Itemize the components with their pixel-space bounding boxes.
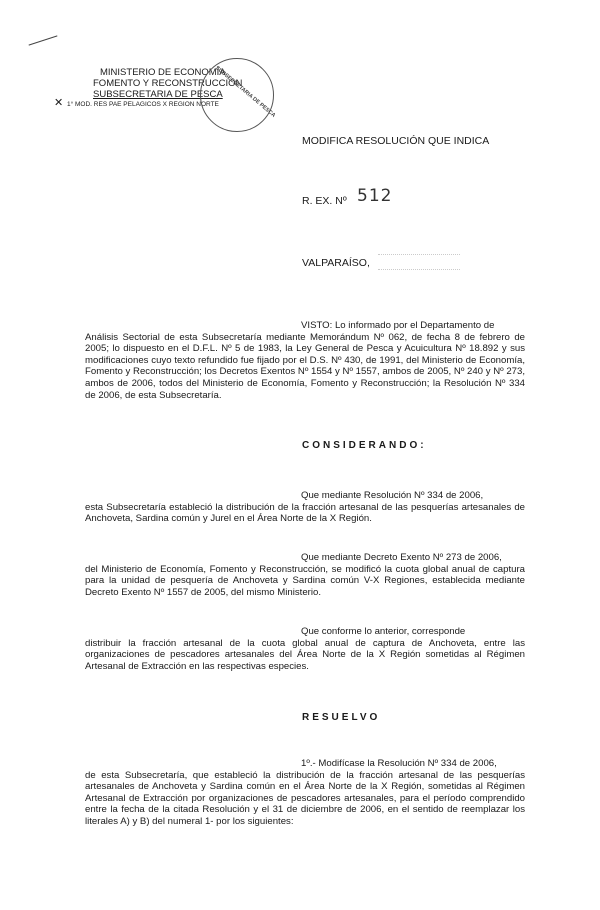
considerando-1 (85, 490, 525, 525)
considerando-2-first: Que mediante Decreto Exento Nº 273 de 2006, (301, 552, 502, 563)
ministry-name: MINISTERIO DE ECONOMÍA (100, 67, 226, 78)
considerando-3-rest: distribuir la fracción artesanal de la cuota global anual de captura de Anchoveta, entre las organizaciones de pescadores artesanales del Área Norte de la X Región sometidas al Régimen Artesanal de Extracción en las respectivas especies. (85, 637, 525, 672)
considerando-heading: CONSIDERANDO: (302, 440, 427, 451)
stamp-text: SUBSECRETARIA DE PESCA (214, 65, 277, 119)
resuelvo-1-rest: de esta Subsecretaría, que estableció la distribución de la fracción artesanal de las pesquerías artesanales de Anchoveta y Sardina común en el Área Norte de la X Región, sometidas al Régimen Artesanal de Extracción por organizaciones de pescadores artesanales, para el período comprendido entre la fecha de la citada Resolución y el 31 de diciembre de 2006, en el sentido de reemplazar los literales A) y B) del numeral 1- por los siguientes: (85, 769, 525, 827)
considerando-3 (85, 626, 525, 672)
resolution-number: 512 (357, 186, 393, 206)
date-stamp (378, 254, 460, 270)
visto-rest: Análisis Sectorial de esta Subsecretaría mediante Memorándum Nº 062, de fecha 8 de febrero de 2005; lo dispuesto en el D.F.L. Nº 5 de 1983, la Ley General de Pesca y Acuicultura Nº 18.892 y sus modificaciones cuyo texto refundido fue fijado por el D.S. Nº 430, de 1991, del Ministerio de Economía, Fomento y Reconstrucción; los Decretos Exentos Nº 1554 y Nº 1557, ambos de 2005, Nº 240 y Nº 273, ambos de 2006, todos del Ministerio de Economía, Fomento y Reconstrucción; la Resolución Nº 334 de 2006, de esta Subsecretaría. (85, 331, 525, 401)
document-subject: MODIFICA RESOLUCIÓN QUE INDICA (302, 135, 490, 147)
resuelvo-1 (85, 758, 525, 828)
visto-paragraph (85, 320, 525, 401)
visto-first-line: VISTO: Lo informado por el Departamento de (301, 320, 495, 331)
considerando-2 (85, 552, 525, 598)
considerando-1-first: Que mediante Resolución Nº 334 de 2006, (301, 490, 484, 501)
considerando-3-first: Que conforme lo anterior, corresponde (301, 626, 466, 637)
subsecretaria-name: SUBSECRETARIA DE PESCA (93, 89, 223, 100)
place-label: VALPARAÍSO, (302, 257, 370, 269)
ministry-sub: FOMENTO Y RECONSTRUCCION (93, 78, 243, 89)
doc-note: 1° MOD. RES PAE PELAGICOS X REGION NORTE (67, 101, 219, 108)
official-stamp (200, 58, 277, 132)
considerando-1-rest: esta Subsecretaría estableció la distribución de la fracción artesanal de las pesquerías artesanales de Anchoveta, Sardina común y Jurel en el Área Norte de la X Región. (85, 501, 525, 525)
considerando-2-rest: del Ministerio de Economía, Fomento y Reconstrucción, se modificó la cuota global anual de captura para la unidad de pesquería de Anchoveta y Sardina común V-X Regiones, establecida mediante Decreto Exento Nº 1557 de 2005, del mismo Ministerio. (85, 563, 525, 598)
resuelvo-1-first: 1º.- Modifícase la Resolución Nº 334 de 2006, (301, 758, 497, 769)
resolution-prefix: R. EX. Nº (302, 195, 347, 207)
resuelvo-heading: RESUELVO (302, 712, 381, 723)
mark-icon: ✕ (54, 97, 64, 109)
pen-stroke (29, 35, 58, 45)
